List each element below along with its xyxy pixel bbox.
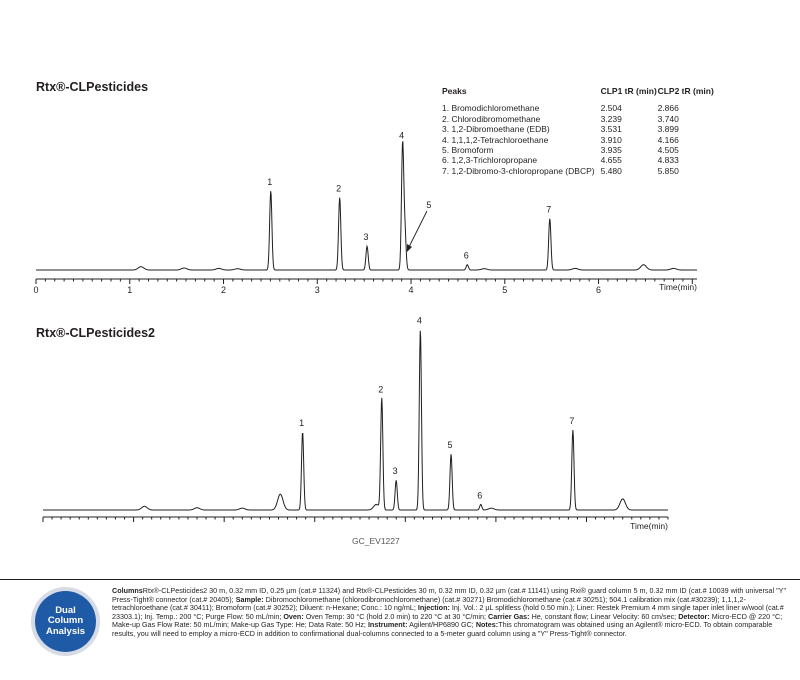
peak-label: 3 (392, 466, 398, 477)
peak-label: 5 (426, 200, 432, 211)
notes-text: This chromatogram was obtained using an Agilent® micro-ECD. To obtain comparable results, you will need to employ a micro-ECD in addition to confirmational dual-columns connected to a 5-meter guard column using a "Y" Press-Tight® connector. (112, 620, 773, 638)
x-tick-label: 6 (596, 285, 602, 295)
notes-label: Notes: (475, 620, 499, 629)
oven-text: Oven Temp: 30 °C (hold 2.0 min) to 220 °C at 30 °C/min; (305, 611, 486, 621)
x-tick-label: 5 (502, 285, 508, 295)
x-tick-label: 4 (408, 285, 414, 295)
clp2-value: 4.505 (657, 145, 679, 156)
peak-5-arrow (408, 211, 427, 249)
peak-label: 7 (546, 204, 552, 215)
clp2-value: 4.166 (657, 134, 679, 145)
injection-label: Injection: (417, 603, 450, 612)
sample-label: Sample: (235, 594, 264, 604)
peaks-table (442, 86, 718, 176)
x-tick-label: 1 (127, 285, 133, 295)
compound-name: 3. 1,2-Dibromoethane (EDB) (442, 124, 550, 135)
peak-label: 4 (416, 315, 422, 326)
compound-name: 7. 1,2-Dibromo-3-chloropropane (DBCP) (442, 165, 595, 176)
clp1-value: 3.910 (600, 134, 622, 145)
badge-line-2: Column (47, 615, 84, 627)
table-row (442, 135, 718, 145)
table-row (442, 103, 718, 113)
table-row (442, 145, 718, 155)
table-row (442, 124, 718, 134)
clp1-value: 2.504 (600, 103, 622, 114)
oven-label: Oven: (283, 611, 304, 621)
peaks-table-header (442, 86, 718, 103)
dual-column-badge (31, 587, 100, 656)
peak-label: 2 (378, 384, 384, 395)
instrument-text: Agilent/HP6890 GC; (409, 620, 474, 629)
detector-text: Micro-ECD @ 220 °C; Make-up Gas Flow Rate: 50 mL/min; Make-up Gas Type: He; Data Rate: 50 Hz; (112, 611, 783, 629)
compound-name: 4. 1,1,1,2-Tetrachloroethane (442, 134, 549, 145)
x-axis-label: Time(min) (659, 282, 697, 292)
clp2-value: 3.899 (657, 124, 679, 135)
injection-text: Inj. Vol.: 2 µL splitless (hold 0.50 min.); Liner: Restek Premium 4 mm single taper inlet liner w/wool (cat.# 23303.1); Inj. Temp.: 200 °C; Purge Flow: 50 mL/min; (112, 603, 784, 621)
clp1-value: 3.531 (600, 124, 622, 135)
peak-label: 2 (336, 183, 342, 194)
x-tick-label: 3 (314, 285, 320, 295)
peak-label: 1 (267, 176, 273, 187)
clp1-header: CLP1 tR (min) (600, 86, 657, 96)
columns-label: Columns (112, 586, 143, 595)
peak-label: 7 (569, 416, 575, 427)
dual-column-badge-inner (35, 591, 96, 652)
carrier-gas-text: He, constant flow; Linear Velocity: 60 cm/sec; (531, 611, 677, 621)
compound-name: 2. Chlorodibromomethane (442, 113, 541, 124)
instrument-label: Instrument: (367, 620, 408, 629)
chromatogram-id: GC_EV1227 (352, 536, 400, 546)
badge-line-3: Analysis (45, 625, 86, 637)
clp1-value: 3.935 (600, 145, 622, 156)
columns-text: Rtx®-CLPesticides2 30 m, 0.32 mm ID, 0.25 µm (cat.# 11324) and Rtx®-CLPesticides 30 m, 0.32 mm ID, 0.32 µm (cat.# 11141) using Rxi® guard column 5 m, 0.32 mm ID (cat.# 10039 with universal "Y" Press-Tight® connector (cat.# 20405); (112, 586, 787, 604)
compound-name: 5. Bromoform (442, 145, 494, 156)
table-row (442, 114, 718, 124)
clp2-value: 5.850 (657, 165, 679, 176)
carrier-gas-label: Carrier Gas: (488, 611, 530, 621)
clp1-value: 5.480 (600, 165, 622, 176)
x-tick-label: 0 (33, 285, 39, 295)
x-tick-label: 2 (221, 285, 227, 295)
table-row (442, 166, 718, 176)
clp2-header: CLP2 tR (min) (657, 86, 714, 96)
peak-label: 6 (463, 250, 469, 261)
compound-name: 1. Bromodichloromethane (442, 103, 540, 114)
clp2-value: 3.740 (657, 113, 679, 124)
chart-1-title: Rtx®-CLPesticides (36, 80, 149, 94)
footer-divider (0, 579, 800, 580)
peak-label: 4 (399, 130, 405, 141)
chart-2-title: Rtx®-CLPesticides2 (36, 326, 155, 340)
peak-label: 6 (477, 490, 483, 501)
compound-name: 6. 1,2,3-Trichloropropane (442, 155, 538, 166)
method-conditions (112, 587, 792, 638)
peaks-header: Peaks (442, 86, 467, 96)
detector-label: Detector: (678, 611, 710, 621)
clp1-value: 4.655 (600, 155, 622, 166)
clp2-value: 4.833 (657, 155, 679, 166)
sample-text: Dibromochloromethane (chlorodibromochloromethane) (cat.# 30271) Bromodichloromethane (cat.# 30251); 504.1 calibration mix (cat.#30239); 1,1,1,2-tetrachloroethane (cat.# 30411); Bromoform (cat.# 30252); Diluent: n-Hexane; Conc.: 10 ng/mL; (112, 594, 746, 612)
x-axis-label: Time(min) (630, 521, 668, 531)
peak-label: 5 (447, 440, 453, 451)
table-row (442, 155, 718, 165)
clp1-value: 3.239 (600, 113, 622, 124)
clp2-value: 2.866 (657, 103, 679, 114)
peak-label: 3 (363, 232, 369, 243)
badge-line-1: Dual (55, 604, 76, 616)
peak-label: 1 (299, 417, 305, 428)
